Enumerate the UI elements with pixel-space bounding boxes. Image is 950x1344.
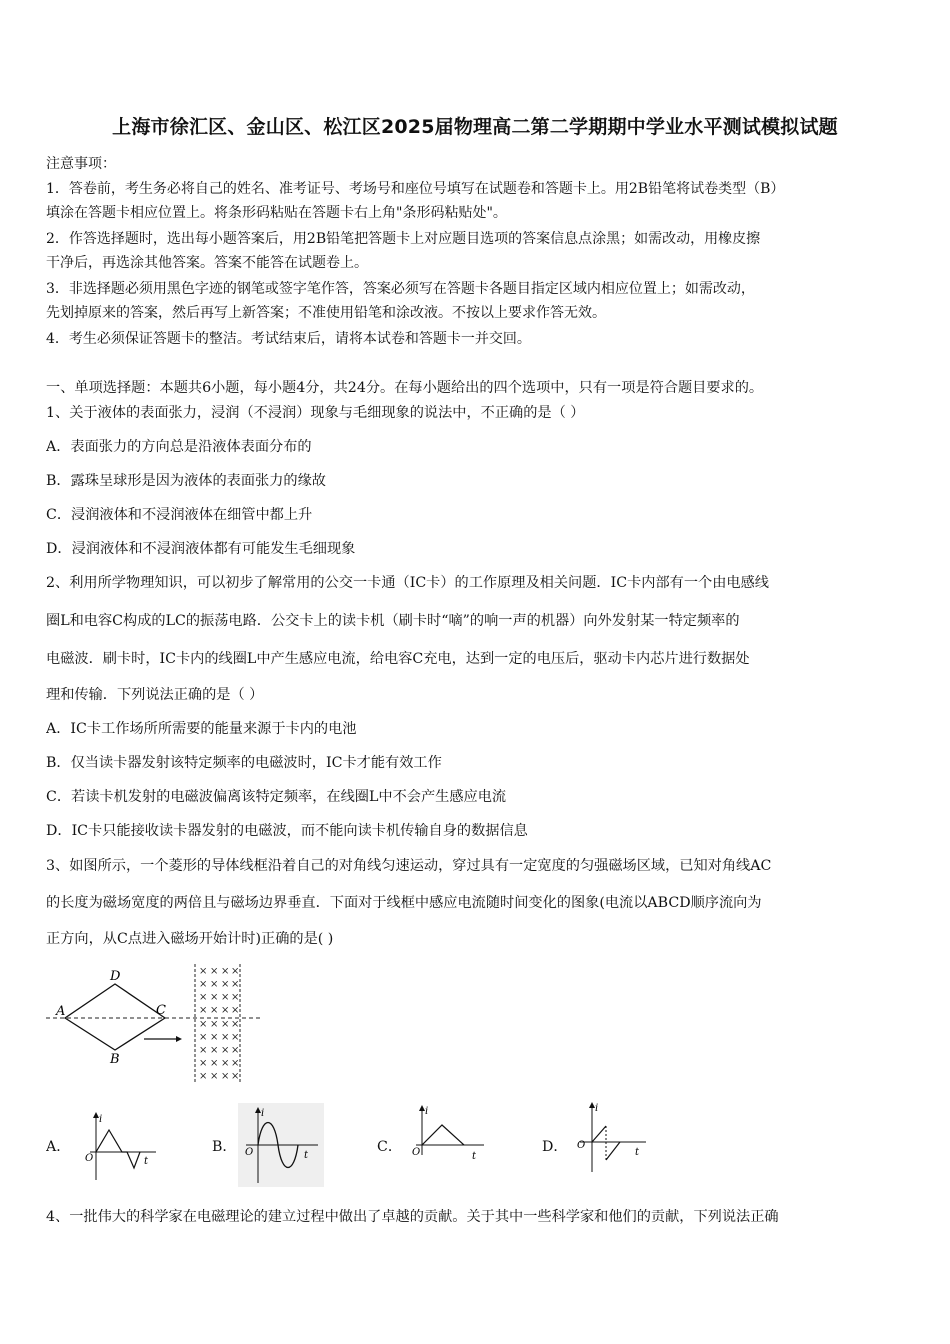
notice-item-1-line-1: 1．答卷前，考生务必将自己的姓名、准考证号、考场号和座位号填写在试题卷和答题卡上。用2B铅笔将试卷类型（B） bbox=[46, 181, 785, 197]
q1-stem: 1、关于液体的表面张力，浸润（不浸润）现象与毛细现象的说法中，不正确的是（ ） bbox=[46, 405, 585, 421]
graph-a bbox=[82, 1110, 162, 1190]
label-d: D bbox=[110, 969, 121, 984]
svg-text:×: × bbox=[210, 1058, 219, 1069]
svg-text:×: × bbox=[210, 1071, 219, 1082]
q4-stem-line-1: 4、一批伟大的科学家在电磁理论的建立过程中做出了卓越的贡献。关于其中一些科学家和他们的贡献，下列说法正确 bbox=[46, 1209, 779, 1225]
q3-stem-line-1: 3、如图所示，一个菱形的导体线框沿着自己的对角线匀速运动，穿过具有一定宽度的匀强磁场区域，已知对角线AC bbox=[46, 858, 772, 874]
notice-heading: 注意事项： bbox=[46, 156, 116, 172]
q2-stem-line-3: 电磁波．刷卡时，IC卡内的线圈L中产生感应电流，给电容C充电，达到一定的电压后，驱动卡内芯片进行数据处 bbox=[46, 651, 750, 667]
graph-b-t-label: t bbox=[304, 1150, 309, 1161]
rhombus-field-figure bbox=[40, 960, 270, 1085]
q1-option-a: A．表面张力的方向总是沿液体表面分布的 bbox=[46, 439, 312, 455]
svg-text:×: × bbox=[221, 1071, 230, 1082]
graph-c-curve bbox=[422, 1125, 464, 1145]
q1-option-c: C．浸润液体和不浸润液体在细管中都上升 bbox=[46, 507, 313, 523]
graph-d bbox=[572, 1100, 652, 1178]
svg-text:×: × bbox=[221, 1058, 230, 1069]
graph-c-o-label: O bbox=[412, 1147, 421, 1158]
svg-text:×: × bbox=[231, 1005, 240, 1016]
graph-d-i-label: i bbox=[595, 1103, 599, 1114]
svg-text:×: × bbox=[231, 1045, 240, 1056]
q2-stem-line-1: 2、利用所学物理知识，可以初步了解常用的公交一卡通（IC卡）的工作原理及相关问题．IC卡内部有一个由电感线 bbox=[46, 575, 769, 591]
svg-text:×: × bbox=[221, 1045, 230, 1056]
q2-option-b: B．仅当读卡器发射该特定频率的电磁波时，IC卡才能有效工作 bbox=[46, 755, 442, 771]
notice-item-1-line-2: 填涂在答题卡相应位置上。将条形码粘贴在答题卡右上角"条形码粘贴处"。 bbox=[46, 205, 507, 221]
svg-text:×: × bbox=[199, 979, 208, 990]
svg-text:×: × bbox=[199, 1005, 208, 1016]
svg-text:×: × bbox=[221, 992, 230, 1003]
svg-text:×: × bbox=[210, 1032, 219, 1043]
graph-a-o-label: O bbox=[85, 1153, 94, 1164]
q3-option-b-label: B． bbox=[212, 1139, 237, 1155]
notice-item-3-line-1: 3．非选择题必须用黑色字迹的钢笔或签字笔作答，答案必须写在答题卡各题目指定区域内相应位置上；如需改动， bbox=[46, 281, 755, 297]
graph-b bbox=[238, 1103, 324, 1187]
velocity-arrow-head bbox=[176, 1036, 182, 1042]
q3-stem-line-3: 正方向，从C点进入磁场开始计时)正确的是( ) bbox=[46, 931, 334, 947]
svg-text:×: × bbox=[210, 992, 219, 1003]
svg-text:×: × bbox=[199, 966, 208, 977]
svg-text:×: × bbox=[231, 1032, 240, 1043]
svg-text:×: × bbox=[221, 966, 230, 977]
svg-text:×: × bbox=[199, 1071, 208, 1082]
svg-text:×: × bbox=[231, 979, 240, 990]
q2-stem-line-4: 理和传输．下列说法正确的是（ ） bbox=[46, 687, 264, 703]
q3-option-c-label: C． bbox=[377, 1139, 403, 1155]
label-b: B bbox=[110, 1052, 120, 1067]
svg-text:×: × bbox=[231, 1071, 240, 1082]
svg-text:×: × bbox=[231, 1058, 240, 1069]
q2-option-a: A．IC卡工作场所所需要的能量来源于卡内的电池 bbox=[46, 721, 357, 737]
notice-item-2-line-1: 2．作答选择题时，选出每小题答案后，用2B铅笔把答题卡上对应题目选项的答案信息点涂黑；如需改动，用橡皮擦 bbox=[46, 231, 761, 247]
q1-option-d: D．浸润液体和不浸润液体都有可能发生毛细现象 bbox=[46, 541, 356, 557]
svg-text:×: × bbox=[221, 1032, 230, 1043]
svg-text:×: × bbox=[199, 992, 208, 1003]
graph-c bbox=[410, 1103, 490, 1163]
graph-d-curve bbox=[606, 1142, 620, 1160]
svg-text:×: × bbox=[231, 1019, 240, 1030]
section-heading: 一、单项选择题：本题共6小题，每小题4分，共24分。在每小题给出的四个选项中，只有一项是符合题目要求的。 bbox=[46, 380, 764, 396]
graph-a-curve bbox=[96, 1130, 140, 1168]
notice-item-3-line-2: 先划掉原来的答案，然后再写上新答案；不准使用铅笔和涂改液。不按以上要求作答无效。 bbox=[46, 305, 606, 321]
q2-stem-line-2: 圈L和电容C构成的LC的振荡电路．公交卡上的读卡机（刷卡时“嘀”的响一声的机器）向外发射某一特定频率的 bbox=[46, 613, 740, 629]
svg-text:×: × bbox=[210, 1005, 219, 1016]
svg-text:×: × bbox=[210, 1019, 219, 1030]
svg-text:×: × bbox=[210, 966, 219, 977]
svg-text:×: × bbox=[221, 1019, 230, 1030]
svg-text:×: × bbox=[210, 979, 219, 990]
graph-a-t-label: t bbox=[144, 1156, 149, 1167]
svg-text:×: × bbox=[199, 1045, 208, 1056]
graph-d-t-label: t bbox=[635, 1147, 640, 1158]
graph-d-o-label: O bbox=[577, 1140, 586, 1151]
page-title: 上海市徐汇区、金山区、松江区2025届物理高二第二学期期中学业水平测试模拟试题 bbox=[112, 116, 838, 138]
svg-text:×: × bbox=[199, 1032, 208, 1043]
graph-c-i-label: i bbox=[425, 1106, 429, 1117]
magnetic-field-marks bbox=[199, 966, 239, 1082]
q3-option-d-label: D． bbox=[542, 1139, 568, 1155]
q1-option-b: B．露珠呈球形是因为液体的表面张力的缘故 bbox=[46, 473, 326, 489]
svg-text:×: × bbox=[231, 992, 240, 1003]
graph-a-i-label: i bbox=[99, 1114, 103, 1125]
q3-option-a-label: A． bbox=[46, 1139, 71, 1155]
svg-text:×: × bbox=[199, 1058, 208, 1069]
notice-item-2-line-2: 干净后，再选涂其他答案。答案不能答在试题卷上。 bbox=[46, 255, 368, 271]
graph-c-t-label: t bbox=[472, 1151, 477, 1162]
svg-text:×: × bbox=[221, 979, 230, 990]
svg-text:×: × bbox=[221, 1005, 230, 1016]
notice-item-4: 4．考生必须保证答题卡的整洁。考试结束后，请将本试卷和答题卡一并交回。 bbox=[46, 331, 531, 347]
graph-b-i-label: i bbox=[261, 1108, 265, 1119]
label-a: A bbox=[56, 1004, 66, 1019]
label-c: C bbox=[156, 1003, 166, 1018]
q3-stem-line-2: 的长度为磁场宽度的两倍且与磁场边界垂直．下面对于线框中感应电流随时间变化的图象(电流以ABCD顺序流向为 bbox=[46, 895, 762, 911]
graph-b-o-label: O bbox=[245, 1147, 254, 1158]
rhombus-frame bbox=[65, 984, 165, 1050]
q2-option-d: D．IC卡只能接收读卡器发射的电磁波，而不能向读卡机传输自身的数据信息 bbox=[46, 823, 528, 839]
q2-option-c: C．若读卡机发射的电磁波偏离该特定频率，在线圈L中不会产生感应电流 bbox=[46, 789, 507, 805]
svg-text:×: × bbox=[199, 1019, 208, 1030]
svg-text:×: × bbox=[210, 1045, 219, 1056]
svg-text:×: × bbox=[231, 966, 240, 977]
